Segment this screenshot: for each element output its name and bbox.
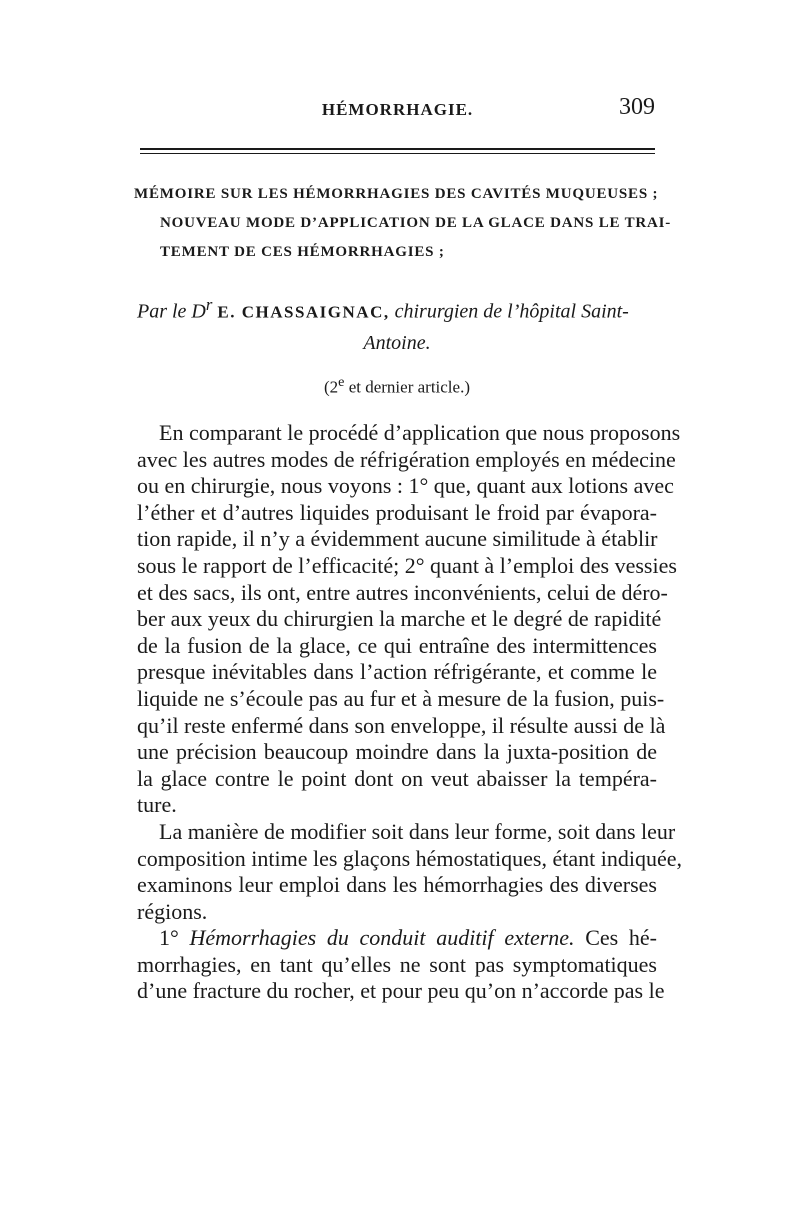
- text-line: [137, 925, 657, 952]
- text-line: de la fusion de la glace, ce qui entraîne des intermittences: [137, 632, 657, 658]
- text-line: régions.: [137, 898, 208, 924]
- article-title: [134, 180, 672, 267]
- text-line: liquide ne s’écoule pas au fur et à mesure de la fusion, puis-: [137, 685, 665, 711]
- text-line: ture.: [137, 792, 177, 818]
- title-line: MÉMOIRE SUR LES HÉMORRHAGIES DES CAVITÉS MUQUEUSES ;: [134, 186, 659, 202]
- section-number: 1°: [159, 925, 190, 951]
- text-line: et des sacs, ils ont, entre autres inconvénients, celui de déro-: [137, 579, 668, 605]
- section-text: Ces hé-: [574, 925, 658, 951]
- text-line: ber aux yeux du chirurgien la marche et le degré de rapidité: [137, 606, 662, 632]
- text-line: En comparant le procédé d’application que nous proposons: [159, 420, 681, 445]
- byline: [137, 290, 657, 358]
- article-note: [137, 374, 657, 398]
- rule-thin: [140, 153, 655, 154]
- text-line: l’éther et d’autres liquides produisant le froid par évapora-: [137, 499, 657, 525]
- text-line: d’une fracture du rocher, et pour peu qu’on n’accorde pas le: [137, 978, 665, 1004]
- text-line: composition intime les glaçons hémostatiques, étant indiquée,: [137, 845, 683, 871]
- byline-prefix-sup: r: [205, 295, 213, 314]
- page-number: 309: [619, 94, 655, 120]
- running-head: [140, 94, 655, 124]
- article-body: [137, 420, 683, 1005]
- author-name: E. CHASSAIGNAC,: [217, 302, 390, 322]
- note-open: (2: [323, 377, 339, 397]
- text-line: avec les autres modes de réfrigération employés en médecine: [137, 446, 676, 472]
- title-line: TEMENT DE CES HÉMORRHAGIES ;: [160, 244, 445, 260]
- text-line: examinons leur emploi dans les hémorrhagies des diverses: [137, 872, 657, 898]
- section-heading: Hémorrhagies du conduit auditif externe.: [189, 925, 575, 951]
- text-line: sous le rapport de l’efficacité; 2° quant à l’emploi des vessies: [137, 552, 677, 578]
- note-sup: e: [338, 374, 345, 390]
- text-line: qu’il reste enfermé dans son enveloppe, il résulte aussi de là: [137, 712, 666, 738]
- text-line: ou en chirurgie, nous voyons : 1° que, quant aux lotions avec: [137, 473, 674, 499]
- header-double-rule: [140, 148, 655, 154]
- byline-suffix: chirurgien de l’hôpital Saint-: [389, 300, 629, 323]
- note-rest: et dernier article.): [344, 377, 470, 397]
- text-line: La manière de modifier soit dans leur forme, soit dans leur: [159, 818, 676, 844]
- byline-line2: Antoine.: [363, 331, 431, 354]
- text-line: la glace contre le point dont on veut abaisser la tempéra-: [137, 765, 657, 791]
- byline-prefix: Par le D: [137, 300, 206, 323]
- text-line: presque inévitables dans l’action réfrigérante, et comme le: [137, 659, 657, 685]
- title-line: NOUVEAU MODE D’APPLICATION DE LA GLACE DANS LE TRAI-: [160, 215, 672, 231]
- text-line: une précision beaucoup moindre dans la juxta-position de: [137, 739, 657, 765]
- rule-thick: [140, 148, 655, 150]
- text-line: tion rapide, il n’y a évidemment aucune similitude à établir: [137, 526, 658, 552]
- text-line: morrhagies, en tant qu’elles ne sont pas symptomatiques: [137, 951, 657, 977]
- byline-line: [137, 290, 657, 328]
- running-title: HÉMORRHAGIE.: [321, 100, 474, 119]
